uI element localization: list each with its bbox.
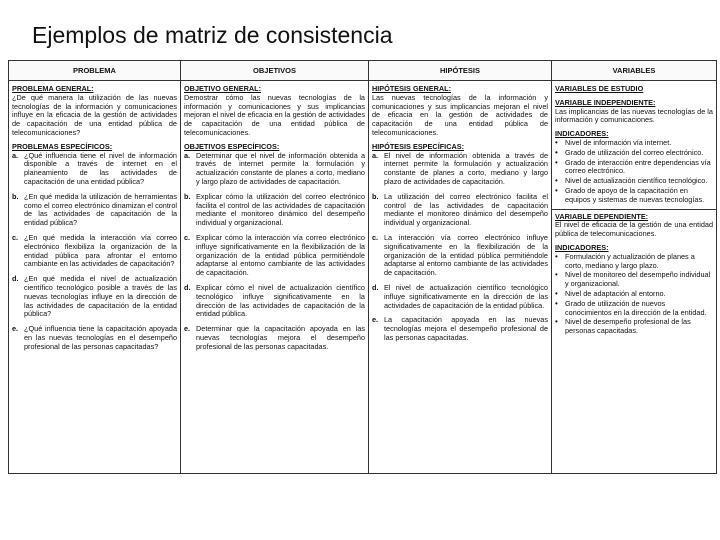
indicator-item	[555, 253, 713, 271]
hipotesis-general-text: Las nuevas tecnologías de la información y comunicaciones y sus implicancias mejoran el nivel de eficacia en la gestión de actividades de capacitación de una entidad pública de telecomunicaciones.	[372, 92, 548, 137]
hipotesis-column	[369, 81, 552, 473]
objetivo-general-text: Demostrar cómo las nuevas tecnologías de la información y comunicaciones y sus implicancias mejoran el nivel de eficacia en la gestión de actividades de capacitación de una entidad pública de telecomunicaciones.	[184, 92, 365, 137]
item-text: La capacitación apoyada en las nuevas tecnologías mejora el desempeño profesional de las personas capacitadas.	[384, 315, 548, 342]
problemas-especificos-title: PROBLEMAS ESPECÍFICOS:	[12, 141, 113, 151]
bullet-icon: •	[555, 137, 558, 147]
item-text: Determinar que la capacitación apoyada en las nuevas tecnologías mejora el desempeño profesional de las personas capacitadas.	[196, 324, 365, 351]
problema-general-title: PROBLEMA GENERAL:	[12, 84, 94, 93]
bullet-icon: •	[555, 251, 558, 261]
item-text: Determinar que el nivel de información obtenida a través de internet permite la formulación y actualización constante de planes a corto, mediano y largo plazo de actividades de capacitación.	[196, 150, 365, 186]
item-text: La utilización del correo electrónico facilita el control de las actividades de capacitación mediante el monitoreo dinámico del desempeño individual y organizacional.	[384, 191, 548, 228]
item-letter: a.	[372, 150, 379, 160]
variable-dependiente-title: VARIABLE DEPENDIENTE:	[555, 211, 649, 221]
page-title: Ejemplos de matriz de consistencia	[32, 22, 393, 48]
objetivos-especificos-list	[184, 152, 365, 352]
indicadores-dependiente-list	[555, 253, 713, 336]
objetivo-general-title: OBJETIVO GENERAL:	[184, 84, 262, 93]
variable-independiente-title: VARIABLE INDEPENDIENTE:	[555, 97, 656, 107]
list-item	[372, 284, 548, 310]
item-text: Explicar cómo el nivel de actualización científico tecnológico influye significativamente en la dirección de las actividades de capacitación de la entidad pública.	[196, 282, 365, 319]
item-letter: c.	[12, 232, 19, 242]
item-letter: e.	[372, 315, 379, 325]
indicator-text: Nivel de adaptación al entorno.	[565, 288, 666, 298]
list-item	[372, 193, 548, 228]
item-letter: a.	[184, 150, 191, 160]
bullet-icon: •	[555, 298, 558, 308]
hipotesis-especificas-list	[372, 152, 548, 343]
indicator-item	[555, 290, 713, 299]
item-letter: a.	[12, 150, 19, 160]
list-item	[372, 152, 548, 187]
indicator-item	[555, 139, 713, 148]
header-hipotesis: HIPÓTESIS	[369, 61, 552, 80]
indicator-text: Grado de apoyo de la capacitación en equipos y sistemas de nuevas tecnologías.	[565, 185, 705, 204]
variable-dependiente-text: El nivel de eficacia de la gestión de una entidad pública de telecomunicaciones.	[555, 220, 713, 239]
list-item	[184, 325, 365, 351]
item-letter: e.	[184, 324, 191, 334]
item-letter: d.	[184, 282, 191, 292]
indicator-text: Grado de utilización del correo electrónico.	[565, 147, 704, 157]
item-letter: c.	[184, 232, 191, 242]
item-text: ¿En qué medida la utilización de herramientas como el correo electrónico dinamizan el control de las actividades de capacitación de la entidad pública?	[24, 191, 177, 228]
variables-estudio-title: VARIABLES DE ESTUDIO	[555, 84, 644, 93]
indicadores-independiente-list	[555, 139, 713, 205]
objetivos-column	[181, 81, 369, 473]
indicator-item	[555, 187, 713, 205]
item-text: Explicar cómo la utilización del correo electrónico facilita el control de las actividades de capacitación mediante el monitoreo dinámico del desempeño individual y organizacional.	[196, 191, 365, 228]
list-item	[12, 325, 177, 351]
bullet-icon: •	[555, 185, 558, 195]
indicator-item	[555, 177, 713, 186]
item-letter: b.	[12, 191, 19, 201]
variable-independiente-text: Las implicancias de las nuevas tecnologías de la información y comunicaciones.	[555, 106, 713, 125]
indicator-text: Nivel de actualización científico tecnológico.	[565, 176, 708, 186]
header-objetivos: OBJETIVOS	[181, 61, 369, 80]
item-text: El nivel de actualización científico tecnológico influye significativamente en la dirección de las actividades de capacitación de la entidad pública.	[384, 282, 548, 310]
item-letter: b.	[372, 191, 379, 201]
variables-column	[552, 81, 716, 473]
bullet-icon: •	[555, 157, 558, 167]
list-item	[372, 316, 548, 342]
list-item	[184, 284, 365, 319]
indicator-text: Nivel de monitoreo del desempeño individual y organizacional.	[565, 270, 711, 289]
consistency-matrix-table	[8, 60, 717, 474]
hipotesis-especificas-title: HIPÓTESIS ESPECÍFICAS:	[372, 141, 465, 151]
variables-divider	[552, 209, 716, 210]
item-text: ¿En qué medida el nivel de actualización científico tecnológico posible a través de las nuevas tecnologías influye en la dirección de las actividades de capacitación de la entidad pública?	[24, 274, 177, 319]
item-letter: b.	[184, 191, 191, 201]
item-letter: d.	[372, 282, 379, 292]
list-item	[184, 193, 365, 228]
indicadores-dependiente-title: INDICADORES:	[555, 242, 609, 252]
indicator-item	[555, 300, 713, 318]
indicator-text: Grado de interacción entre dependencias vía correo electrónico.	[565, 157, 711, 176]
bullet-icon: •	[555, 317, 558, 327]
indicator-text: Nivel de desempeño profesional de las personas capacitadas.	[565, 317, 691, 336]
header-problema: PROBLEMA	[9, 61, 181, 80]
list-item	[184, 234, 365, 278]
indicator-text: Nivel de información vía internet.	[565, 137, 672, 147]
list-item	[12, 152, 177, 187]
indicator-text: Formulación y actualización de planes a corto, mediano y largo plazo.	[565, 251, 695, 270]
hipotesis-general-title: HIPÓTESIS GENERAL:	[372, 84, 452, 93]
indicator-item	[555, 271, 713, 289]
objetivos-especificos-title: OBJETIVOS ESPECÍFICOS:	[184, 141, 280, 151]
list-item	[372, 234, 548, 278]
problemas-especificos-list	[12, 152, 177, 352]
header-variables: VARIABLES	[612, 66, 656, 75]
bullet-icon: •	[555, 288, 558, 298]
list-item	[184, 152, 365, 187]
item-text: La interacción vía correo electrónico influye significativamente en la flexibilización de la organización de la entidad pública permitiéndole adaptarse al entorno cambiante de las actividades de capacitación.	[384, 232, 548, 278]
item-text: Explicar cómo la interacción vía correo electrónico influye significativamente en la flexibilización de la organización de la entidad pública permitiéndole adaptarse al entorno cambiante de las actividades de capacitación.	[196, 232, 365, 278]
item-text: ¿Qué influencia tiene la capacitación apoyada en las nuevas tecnologías en el desempeño profesional de las personas capacitadas?	[24, 324, 177, 351]
bullet-icon: •	[555, 270, 558, 280]
bullet-icon: •	[555, 176, 558, 186]
indicadores-independiente-title: INDICADORES:	[555, 129, 609, 139]
header-row	[9, 61, 716, 81]
list-item	[12, 193, 177, 228]
indicator-item	[555, 149, 713, 158]
item-letter: c.	[372, 232, 379, 242]
indicator-text: Grado de utilización de nuevos conocimientos en la dirección de la entidad.	[565, 298, 707, 317]
item-text: El nivel de información obtenida a través de internet permite la formulación y actualización constante de planes a corto, mediano y largo plazo de actividades de capacitación.	[384, 150, 548, 186]
list-item	[12, 234, 177, 269]
indicator-item	[555, 159, 713, 177]
item-text: ¿En qué medida la interacción vía correo electrónico flexibiliza la organización de la entidad pública para afrontar el entorno cambiante en las actividades de capacitación?	[24, 232, 177, 269]
list-item	[12, 275, 177, 319]
problema-column	[9, 81, 181, 473]
problema-general-text: ¿De qué manera la utilización de las nuevas tecnologías de la información y comunicaciones influye en la eficacia de la gestión de actividades de capacitación de una entidad pública de telecomunicaciones?	[12, 92, 177, 137]
item-letter: d.	[12, 274, 19, 284]
item-text: ¿Qué influencia tiene el nivel de información disponible a través de internet en el planeamiento de las actividades de capacitación de una entidad pública?	[24, 150, 177, 186]
bullet-icon: •	[555, 147, 558, 157]
item-letter: e.	[12, 324, 19, 334]
indicator-item	[555, 318, 713, 336]
